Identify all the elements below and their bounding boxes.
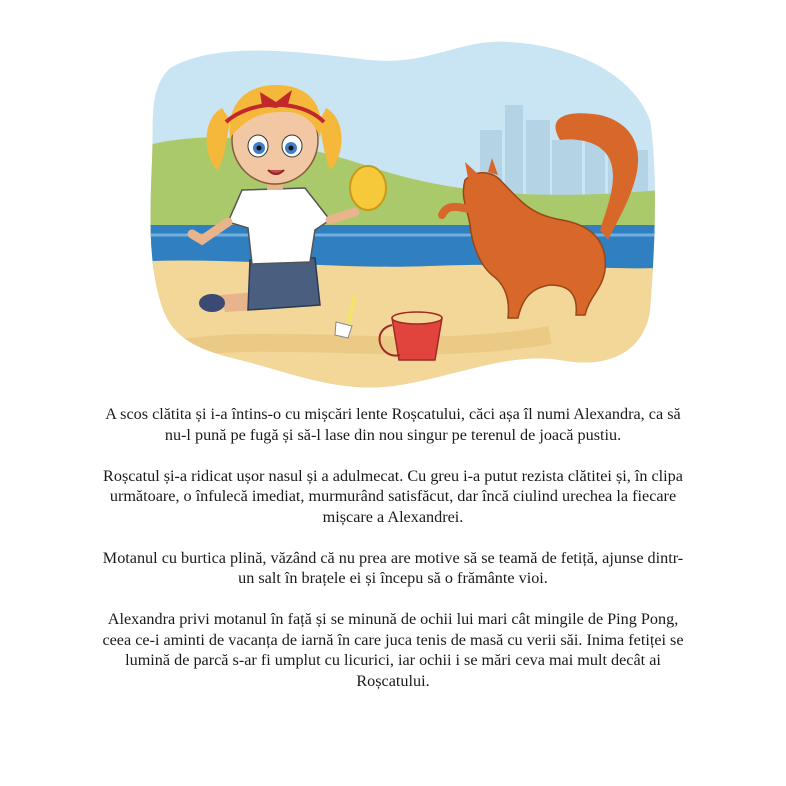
paragraph-2: Roșcatul și-a ridicat ușor nasul și a adulmecat. Cu greu i-a putut rezista clătitei și, în clipa următoare, o înfulecă imediat, murmurând satisfăcut, dar încă ciulind urechea la fiecare mișcare a Alexandrei.: [103, 466, 683, 526]
story-text: [100, 404, 686, 712]
paragraph-4: Alexandra privi motanul în față și se minună de ochii lui mari cât mingile de Ping Pong, ceea ce-i aminti de vacanța de iarnă în care juca tenis de masă cu verii săi. Inima fetiței se lumină de parcă s-ar fi umplut cu licurici, iar ochii i se mări ceva mai mult decât ai Roșcatului.: [102, 610, 684, 690]
story-illustration: [130, 30, 660, 400]
shoe: [199, 294, 225, 312]
paragraph-3: Motanul cu burtica plină, văzând că nu prea are motive să se teamă de fetiță, ajunse dintr-un salt în brațele ei și începu să o frământe vioi.: [102, 548, 684, 587]
paragraph-1: A scos clătita și i-a întins-o cu mișcări lente Roșcatului, căci așa îl numi Alexandra, ca să nu-l pună pe fugă și să-l lase din nou singur pe terenul de joacă pustiu.: [105, 405, 681, 444]
pancake: [350, 166, 386, 210]
